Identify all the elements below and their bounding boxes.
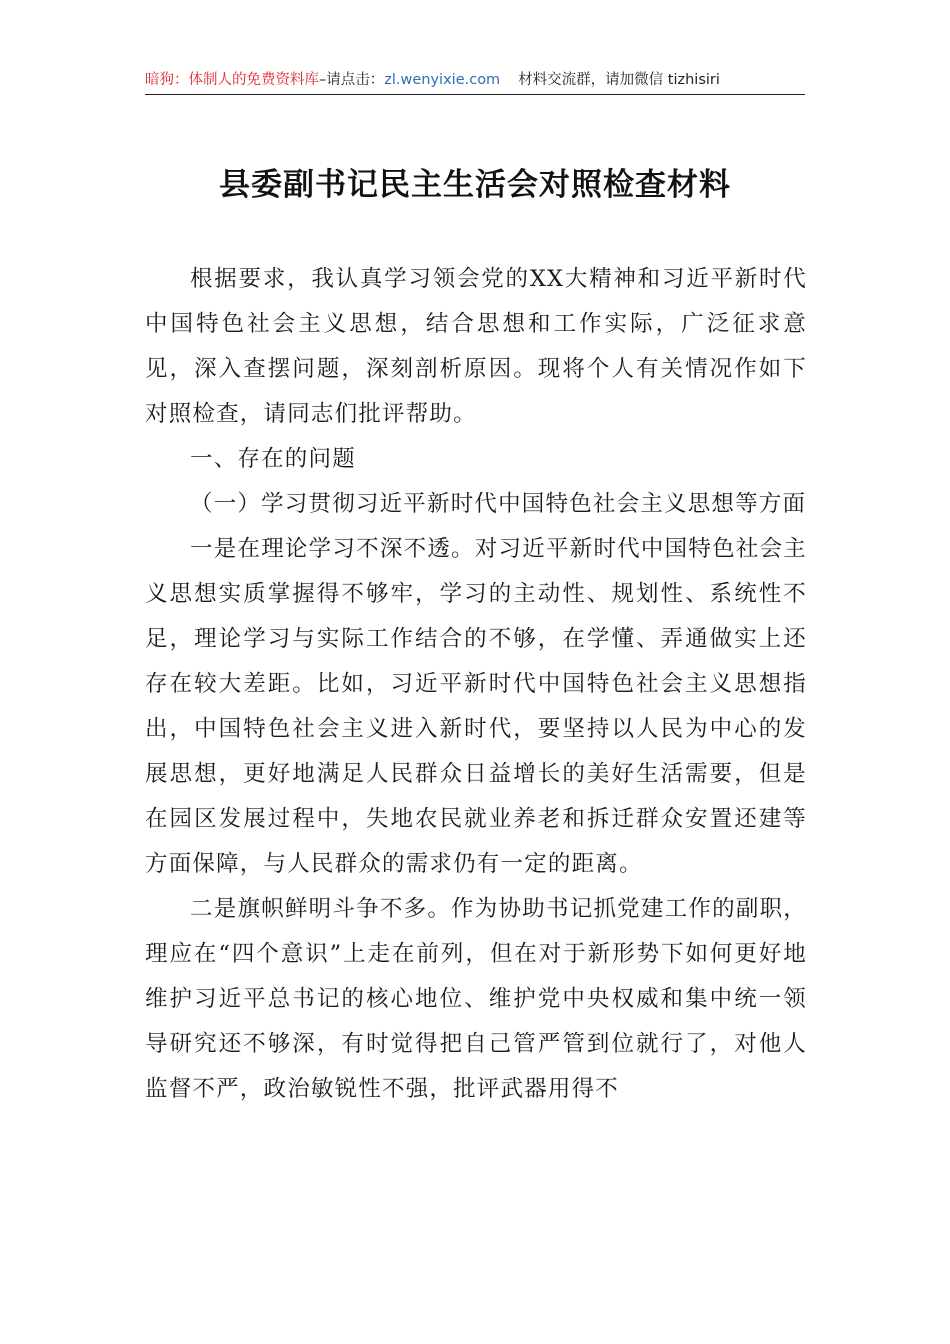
document-title: 县委副书记民主生活会对照检查材料	[219, 167, 731, 203]
watermark-header	[145, 70, 805, 95]
intro-paragraph: 根据要求，我认真学习领会党的XX大精神和习近平新时代中国特色社会主义思想，结合思想和工作实际，广泛征求意见，深入查摆问题，深刻剖析原因。现将个人有关情况作如下对照检查，请同志们批评帮助。	[145, 266, 807, 427]
body-paragraph: 二是旗帜鲜明斗争不多。作为协助书记抓党建工作的副职，理应在“四个意识”上走在前列，但在对于新形势下如何更好地维护习近平总书记的核心地位、维护党中央权威和集中统一领导研究还不够深，有时觉得把自己管严管到位就行了，对他人监督不严，政治敏锐性不强，批评武器用得不	[145, 896, 807, 1102]
site-name: 暗狗：体制人的免费资料库	[145, 72, 319, 88]
site-url-link[interactable]: zl.wenyixie.com	[384, 72, 501, 88]
wechat-note: 材料交流群，请加微信 tizhisiri	[518, 72, 720, 88]
section-heading: 一、存在的问题	[190, 446, 356, 472]
body-paragraph: 一是在理论学习不深不透。对习近平新时代中国特色社会主义思想实质掌握得不够牢，学习的主动性、规划性、系统性不足，理论学习与实际工作结合的不够，在学懂、弄通做实上还存在较大差距。比如，习近平新时代中国特色社会主义思想指出，中国特色社会主义进入新时代，要坚持以人民为中心的发展思想，更好地满足人民群众日益增长的美好生活需要，但是在园区发展过程中，失地农民就业养老和拆迁群众安置还建等方面保障，与人民群众的需求仍有一定的距离。	[145, 536, 807, 877]
click-prompt: –请点击：	[319, 72, 385, 88]
document-body	[145, 257, 807, 1112]
subsection-heading: （一）学习贯彻习近平新时代中国特色社会主义思想等方面	[190, 491, 807, 517]
